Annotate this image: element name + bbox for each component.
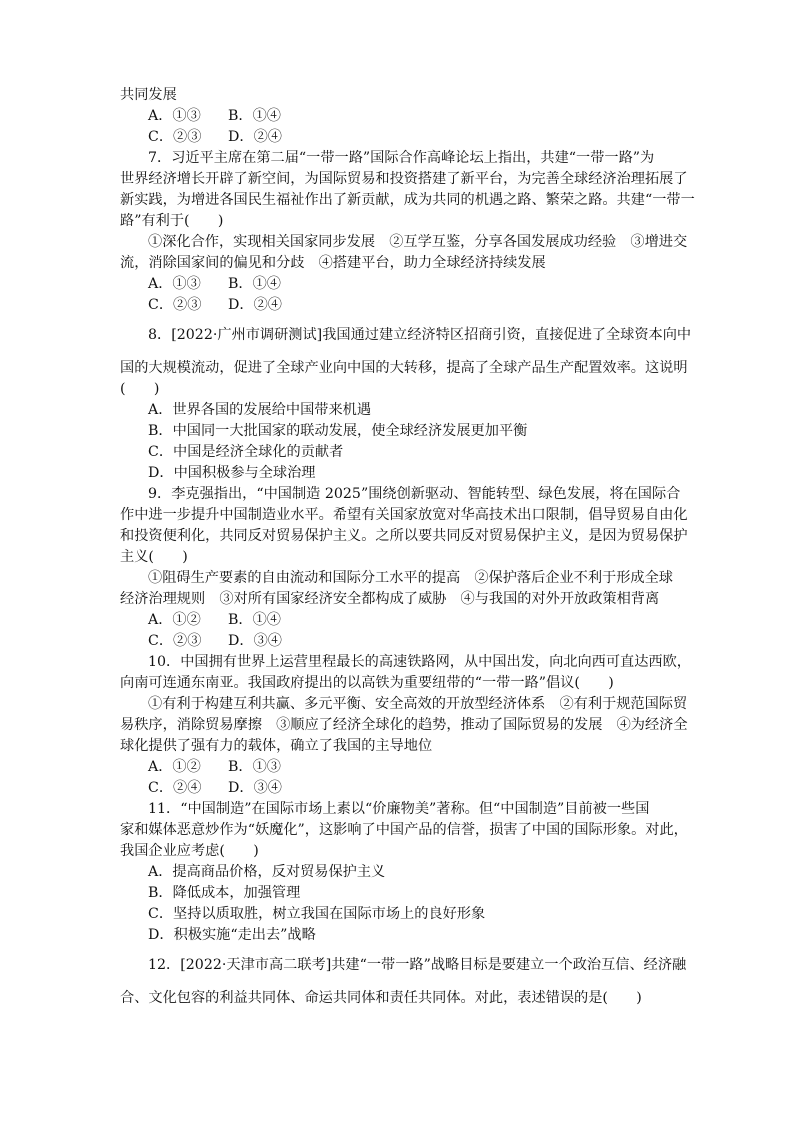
text-line: 10．中国拥有世界上运营里程最长的高速铁路网，从中国出发，向北向西可直达西欧， [148,654,691,670]
option-text: D．②④ [228,129,282,145]
text-line: 7．习近平主席在第二届“一带一路”国际合作高峰论坛上指出，共建“一带一路”为 [148,150,655,166]
text-line: A．提高商品价格，反对贸易保护主义 [148,864,386,880]
option-text: B．①④ [228,612,281,628]
text-line: 共同发展 [120,87,177,103]
text-line: C．②③ [148,129,202,145]
text-line: ①深化合作，实现相关国家同步发展 ②互学互鉴，分享各国发展成功经验 ③增进交 [148,234,688,250]
text-line: A．①② [148,759,201,775]
text-line: B．中国同一大批国家的联动发展，使全球经济发展更加平衡 [148,423,528,439]
option-text: B．①④ [228,276,281,292]
text-line: C．②③ [148,633,202,649]
option-text: D．②④ [228,297,282,313]
text-line: 和投资便利化，共同反对贸易保护主义。之所以要共同反对贸易保护主义，是因为贸易保护 [120,528,688,544]
text-line: ( ) [120,381,160,397]
text-line: D．积极实施“走出去”战略 [148,927,316,943]
option-text: D．③④ [228,780,282,796]
text-line: 世界经济增长开辟了新空间，为国际贸易和投资搭建了新平台，为完善全球经济治理拓展了 [120,171,688,187]
text-line: 国的大规模流动，促进了全球产业向中国的大转移，提高了全球产品生产配置效率。这说明 [120,360,688,376]
text-line: 8．[2022·广州市调研测试]我国通过建立经济特区招商引资，直接促进了全球资本向中 [148,327,692,343]
text-line: 新实践，为增进各国民生福祉作出了新贡献，成为共同的机遇之路、繁荣之路。共建“一带一 [120,192,695,208]
text-line: A．①③ [148,276,201,292]
text-line: 家和媒体恶意炒作为“妖魔化”，这影响了中国产品的信誉，损害了中国的国际形象。对此， [120,822,688,838]
text-line: C．②④ [148,780,202,796]
text-line: 作中进一步提升中国制造业水平。希望有关国家放宽对华高技术出口限制，倡导贸易自由化 [120,507,688,523]
text-line: B．降低成本，加强管理 [148,885,301,901]
text-line: 经济治理规则 ③对所有国家经济安全都构成了威胁 ④与我国的对外开放政策相背离 [120,591,660,607]
option-text: B．①③ [228,759,281,775]
option-text: D．③④ [228,633,282,649]
text-line: ①有利于构建互利共赢、多元平衡、安全高效的开放型经济体系 ②有利于规范国际贸 [148,696,688,712]
text-line: 流，消除国家间的偏见和分歧 ④搭建平台，助力全球经济持续发展 [120,255,546,271]
text-line: 我国企业应考虑( ) [120,843,259,859]
text-line: A．①② [148,612,201,628]
text-line: 11．“中国制造”在国际市场上素以“价廉物美”著称。但“中国制造”目前被一些国 [148,801,650,817]
text-line: 易秩序，消除贸易摩擦 ③顺应了经济全球化的趋势，推动了国际贸易的发展 ④为经济全 [120,717,688,733]
text-line: 向南可连通东南亚。我国政府提出的以高铁为重要纽带的“一带一路”倡议( ) [120,675,614,691]
text-line: C．坚持以质取胜，树立我国在国际市场上的良好形象 [148,906,486,922]
text-line: 12．[2022·天津市高二联考]共建“一带一路”战略目标是要建立一个政治互信、经济融 [148,957,687,973]
text-line: ①阻碍生产要素的自由流动和国际分工水平的提高 ②保护落后企业不利于形成全球 [148,570,673,586]
text-line: 合、文化包容的利益共同体、命运共同体和责任共同体。对此，表述错误的是( ) [120,990,642,1006]
text-line: 主义( ) [120,549,188,565]
text-line: D．中国积极参与全球治理 [148,465,316,481]
text-line: 路”有利于( ) [120,213,224,229]
text-line: 9．李克强指出，“中国制造 2025”围绕创新驱动、智能转型、绿色发展，将在国际合 [148,486,681,502]
text-line: C．中国是经济全球化的贡献者 [148,444,344,460]
text-line: 球化提供了强有力的载体，确立了我国的主导地位 [120,738,433,754]
text-line: C．②③ [148,297,202,313]
text-line: A．世界各国的发展给中国带来机遇 [148,402,372,418]
text-line: A．①③ [148,108,201,124]
option-text: B．①④ [228,108,281,124]
